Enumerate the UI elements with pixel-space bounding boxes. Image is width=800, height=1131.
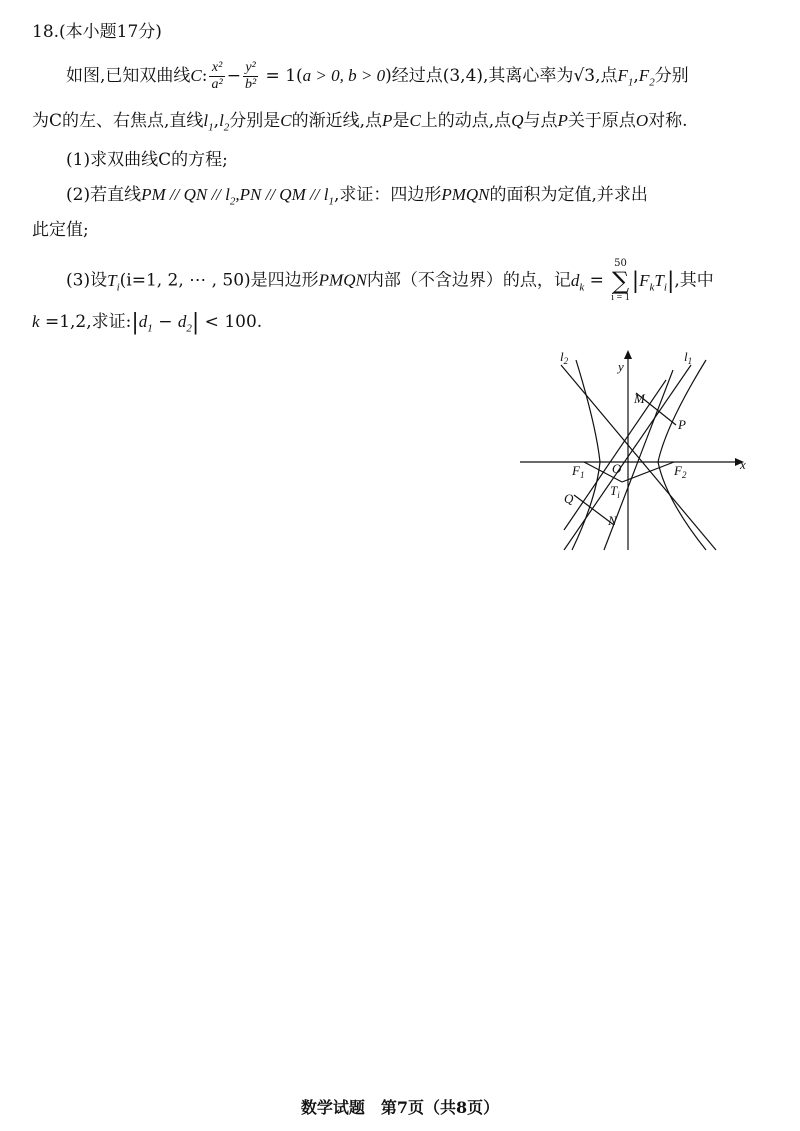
hyperbola-figure [516, 345, 756, 555]
intro2-text-6: 与点 [523, 111, 558, 131]
label-p: P [678, 417, 686, 432]
d1-sub: 1 [147, 322, 153, 335]
label-n: N [608, 513, 617, 528]
distance-d2 [177, 312, 192, 335]
part-1-text: (1)求双曲线C的方程; [66, 150, 228, 170]
line-qn [564, 380, 666, 530]
f1-sub: 1 [627, 76, 634, 89]
abs-bar-left: | [131, 310, 139, 335]
parallel-expr-2: ,PN // QM // [235, 185, 324, 204]
l2-letter: l [225, 185, 230, 204]
sum-lower: i = 1 [611, 292, 630, 303]
intro2-text-1: 为C的左、右焦点,直线 [32, 111, 204, 131]
line-l1 [203, 111, 214, 134]
label-x: x [740, 457, 746, 472]
label-f2: $F_2$ [674, 463, 687, 480]
problem-intro-line-1 [66, 60, 689, 93]
fraction-y2-b2 [243, 60, 258, 93]
point-p: P [382, 111, 393, 130]
page-footer: 数学试题 第7页（共8页） [300, 1098, 500, 1117]
var-k: k [32, 312, 40, 331]
l2-sub: 2 [229, 195, 236, 208]
label-f1: $F_1$ [572, 463, 585, 480]
point-ti [107, 270, 120, 293]
ti2-letter: T [654, 270, 664, 290]
condition: a > 0, b > 0 [302, 66, 386, 85]
seg-f2-t [622, 462, 674, 482]
part-2-line-2 [32, 218, 89, 242]
part-2-text-1: (2)若直线 [66, 185, 142, 205]
label-m: M [634, 391, 645, 406]
abs-bar-right: | [191, 310, 200, 335]
fk-sub: k [649, 280, 655, 293]
label-y: y [618, 359, 624, 374]
frac-denominator: b² [244, 77, 257, 92]
intro2-text-7: 关于原点 [567, 111, 636, 131]
focus-f1 [617, 66, 634, 89]
colon: : [201, 66, 208, 86]
part-3-text-1: (3)设 [66, 270, 108, 291]
point-p: P [557, 111, 568, 130]
equals-one: = 1( [260, 66, 303, 86]
frac-numerator: x² [209, 60, 224, 77]
d2-letter: d [177, 312, 187, 331]
ti2-sub: i [663, 280, 667, 293]
quad-name: PMQN [318, 270, 367, 290]
label-t: $T_i$ [610, 483, 620, 500]
distance-dk [570, 270, 585, 293]
ti-letter: T [107, 270, 117, 290]
l2-sub: 2 [223, 121, 230, 134]
part-1 [66, 148, 228, 172]
part-2-text-4: 此定值; [32, 220, 89, 240]
label-l1: $l_1$ [684, 349, 693, 366]
fraction-x2-a2 [209, 60, 224, 93]
comma: , [213, 111, 220, 131]
intro-text-3: ,点 [595, 66, 618, 86]
frac-numerator: y² [243, 60, 258, 77]
line-l2 [225, 185, 236, 208]
comma: , [633, 66, 639, 86]
point-q: Q [511, 111, 524, 130]
hyperbola-right-branch [658, 360, 706, 550]
line-l2 [219, 111, 230, 134]
part-3-text-2: 是四边形 [250, 270, 319, 291]
intro2-text-5: 上的动点,点 [420, 111, 512, 131]
part-3-text-4: ,其中 [674, 270, 714, 291]
intro2-text-4: 是 [392, 111, 410, 131]
distance-d1 [138, 312, 153, 335]
l1-letter: l [203, 111, 209, 130]
curve-name: C [190, 66, 202, 85]
d1-letter: d [138, 312, 148, 331]
l1-letter: l [323, 185, 329, 204]
problem-intro-line-2 [32, 109, 688, 133]
f2-sub: 2 [649, 76, 655, 89]
parallel-expr: PM // QN // [141, 185, 226, 204]
d2-sub: 2 [186, 322, 192, 335]
f2-letter: F [638, 66, 650, 85]
dk-sub: k [579, 280, 585, 293]
focus-f2 [638, 66, 655, 89]
part-2-line-1 [66, 183, 648, 207]
sqrt-three: √3 [573, 66, 596, 86]
abs-bar-left: | [631, 268, 640, 294]
intro-text-4: 分别 [654, 66, 689, 86]
intro2-text-2: 分别是 [229, 111, 281, 131]
part-3-text-3: 内部（不含边界）的点，记 [366, 270, 571, 291]
hyperbola-left-branch [572, 360, 600, 550]
ti-sub: i [116, 280, 120, 293]
fk-letter: F [639, 270, 650, 290]
minus: − [152, 312, 178, 332]
intro2-text-3: 的渐近线,点 [291, 111, 383, 131]
vector-fkti [639, 270, 667, 293]
part-2-text-2: ,求证：四边形 [333, 185, 442, 205]
problem-number: 18.(本小题17分) [32, 22, 162, 42]
sum-symbol: ∑ [611, 267, 630, 295]
l1-sub: 1 [208, 121, 214, 134]
dk-letter: d [570, 270, 580, 290]
index-range: (i=1, 2, ⋯ , 50) [119, 270, 251, 291]
intro-text: 如图,已知双曲线 [66, 66, 191, 86]
equals: = [584, 270, 610, 291]
problem-header [32, 20, 162, 44]
label-q: Q [564, 491, 574, 506]
part-3-line-1 [66, 258, 714, 304]
l1-sub: 1 [328, 195, 334, 208]
l2-letter: l [219, 111, 224, 130]
frac-denominator: a² [211, 77, 223, 92]
abs-bar-right: | [666, 268, 675, 294]
sum-upper: 50 [614, 258, 627, 269]
part-3-text-6: < 100. [199, 312, 263, 332]
quad-name: PMQN [441, 185, 490, 204]
curve-c: C [280, 111, 292, 130]
minus-sign: − [226, 66, 241, 86]
line-l1 [323, 185, 334, 208]
summation [611, 258, 629, 304]
intro2-text-8: 对称. [648, 111, 688, 131]
label-o: O [612, 461, 622, 476]
f1-letter: F [617, 66, 628, 85]
part-2-text-3: 的面积为定值,并求出 [489, 185, 648, 205]
label-l2: $l_2$ [560, 349, 569, 366]
origin-o: O [635, 111, 649, 130]
part-3-text-5: =1,2,求证: [39, 312, 132, 332]
part-3-line-2 [32, 310, 262, 335]
curve-c: C [409, 111, 421, 130]
intro-text-2: )经过点(3,4),其离心率为 [385, 66, 574, 86]
y-axis-arrow [624, 350, 632, 359]
